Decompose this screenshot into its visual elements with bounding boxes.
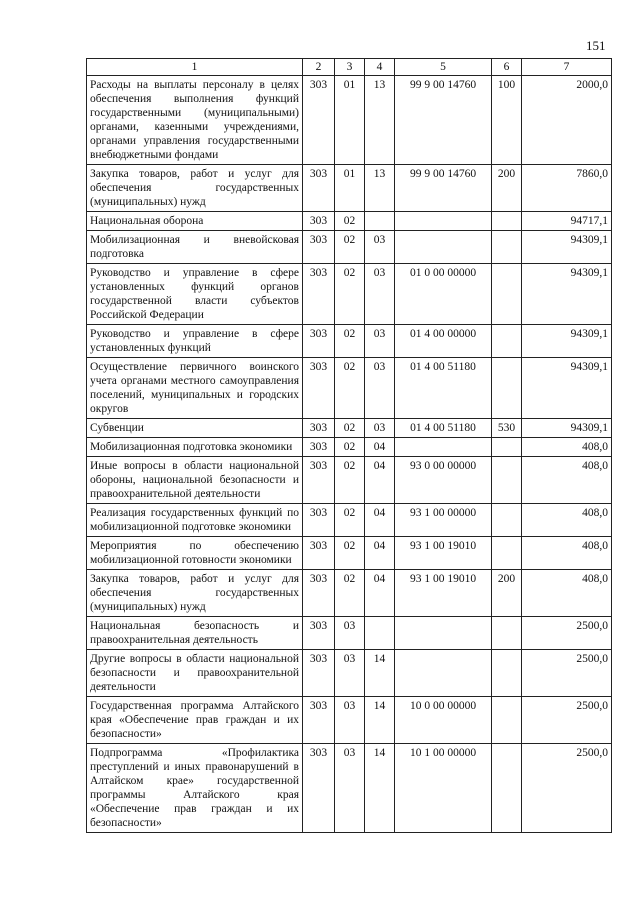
col-6-cell — [492, 438, 522, 457]
row-description: Иные вопросы в области национальной обороны, национальной безопасности и правоохранительной деятельности — [87, 457, 303, 504]
col-2-cell: 303 — [303, 419, 335, 438]
col-3-cell: 02 — [335, 438, 365, 457]
col-3-cell: 01 — [335, 76, 365, 165]
col-6-cell — [492, 358, 522, 419]
col-3-cell: 03 — [335, 650, 365, 697]
col-5-cell: 99 9 00 14760 — [395, 76, 492, 165]
col-2-cell: 303 — [303, 504, 335, 537]
header-cell: 3 — [335, 59, 365, 76]
row-description: Осуществление первичного воинского учета органами местного самоуправления поселений, муниципальных и городских округов — [87, 358, 303, 419]
col-4-cell: 03 — [365, 358, 395, 419]
table-row — [87, 537, 612, 570]
col-4-cell: 14 — [365, 650, 395, 697]
col-6-cell — [492, 537, 522, 570]
col-5-cell: 93 0 00 00000 — [395, 457, 492, 504]
col-3-cell: 02 — [335, 457, 365, 504]
row-description: Мобилизационная подготовка экономики — [87, 438, 303, 457]
table-body — [87, 76, 612, 833]
col-7-cell: 408,0 — [522, 537, 612, 570]
header-row — [87, 59, 612, 76]
table-row — [87, 650, 612, 697]
row-description: Реализация государственных функций по мобилизационной подготовке экономики — [87, 504, 303, 537]
col-2-cell: 303 — [303, 457, 335, 504]
col-4-cell: 04 — [365, 438, 395, 457]
col-4-cell: 13 — [365, 165, 395, 212]
col-7-cell: 408,0 — [522, 457, 612, 504]
col-4-cell — [365, 617, 395, 650]
row-description: Другие вопросы в области национальной безопасности и правоохранительной деятельности — [87, 650, 303, 697]
col-4-cell: 04 — [365, 537, 395, 570]
table-row — [87, 697, 612, 744]
col-5-cell: 01 4 00 00000 — [395, 325, 492, 358]
col-3-cell: 02 — [335, 264, 365, 325]
budget-table — [86, 58, 612, 833]
col-5-cell — [395, 212, 492, 231]
row-description: Закупка товаров, работ и услуг для обеспечения государственных (муниципальных) нужд — [87, 165, 303, 212]
table-row — [87, 570, 612, 617]
col-5-cell: 01 4 00 51180 — [395, 419, 492, 438]
table-row — [87, 358, 612, 419]
col-4-cell: 04 — [365, 504, 395, 537]
table-row — [87, 744, 612, 833]
col-7-cell: 94309,1 — [522, 419, 612, 438]
col-6-cell: 530 — [492, 419, 522, 438]
row-description: Мобилизационная и вневойсковая подготовка — [87, 231, 303, 264]
col-6-cell — [492, 264, 522, 325]
col-4-cell: 04 — [365, 457, 395, 504]
col-3-cell: 02 — [335, 325, 365, 358]
col-3-cell: 02 — [335, 419, 365, 438]
col-2-cell: 303 — [303, 264, 335, 325]
col-7-cell: 2500,0 — [522, 744, 612, 833]
col-3-cell: 02 — [335, 358, 365, 419]
col-2-cell: 303 — [303, 438, 335, 457]
col-2-cell: 303 — [303, 570, 335, 617]
col-7-cell: 94309,1 — [522, 325, 612, 358]
col-3-cell: 01 — [335, 165, 365, 212]
col-3-cell: 02 — [335, 537, 365, 570]
table-row — [87, 617, 612, 650]
col-4-cell: 03 — [365, 325, 395, 358]
col-4-cell: 03 — [365, 231, 395, 264]
col-6-cell: 200 — [492, 165, 522, 212]
table-row — [87, 325, 612, 358]
header-cell: 6 — [492, 59, 522, 76]
row-description: Мероприятия по обеспечению мобилизационной готовности экономики — [87, 537, 303, 570]
col-7-cell: 94309,1 — [522, 358, 612, 419]
col-6-cell — [492, 504, 522, 537]
col-5-cell — [395, 617, 492, 650]
col-6-cell — [492, 457, 522, 504]
row-description: Закупка товаров, работ и услуг для обеспечения государственных (муниципальных) нужд — [87, 570, 303, 617]
col-7-cell: 2500,0 — [522, 697, 612, 744]
col-7-cell: 7860,0 — [522, 165, 612, 212]
col-2-cell: 303 — [303, 212, 335, 231]
col-3-cell: 03 — [335, 617, 365, 650]
col-7-cell: 94309,1 — [522, 264, 612, 325]
table-row — [87, 457, 612, 504]
col-4-cell: 04 — [365, 570, 395, 617]
col-6-cell — [492, 617, 522, 650]
col-4-cell: 03 — [365, 419, 395, 438]
table-row — [87, 165, 612, 212]
col-6-cell — [492, 325, 522, 358]
col-5-cell: 93 1 00 19010 — [395, 537, 492, 570]
table-row — [87, 212, 612, 231]
col-5-cell — [395, 231, 492, 264]
col-2-cell: 303 — [303, 231, 335, 264]
col-7-cell: 408,0 — [522, 504, 612, 537]
header-cell: 1 — [87, 59, 303, 76]
header-cell: 5 — [395, 59, 492, 76]
col-7-cell: 408,0 — [522, 570, 612, 617]
col-5-cell: 93 1 00 00000 — [395, 504, 492, 537]
col-6-cell: 200 — [492, 570, 522, 617]
col-2-cell: 303 — [303, 744, 335, 833]
col-5-cell: 01 0 00 00000 — [395, 264, 492, 325]
col-6-cell — [492, 231, 522, 264]
col-2-cell: 303 — [303, 617, 335, 650]
col-2-cell: 303 — [303, 697, 335, 744]
col-3-cell: 02 — [335, 212, 365, 231]
col-2-cell: 303 — [303, 165, 335, 212]
col-3-cell: 03 — [335, 744, 365, 833]
col-7-cell: 2500,0 — [522, 617, 612, 650]
row-description: Национальная безопасность и правоохранительная деятельность — [87, 617, 303, 650]
col-6-cell — [492, 650, 522, 697]
col-2-cell: 303 — [303, 76, 335, 165]
col-4-cell: 14 — [365, 744, 395, 833]
row-description: Национальная оборона — [87, 212, 303, 231]
col-5-cell — [395, 438, 492, 457]
col-6-cell — [492, 212, 522, 231]
col-5-cell: 10 0 00 00000 — [395, 697, 492, 744]
row-description: Субвенции — [87, 419, 303, 438]
table-row — [87, 504, 612, 537]
col-3-cell: 03 — [335, 697, 365, 744]
table-row — [87, 231, 612, 264]
col-2-cell: 303 — [303, 537, 335, 570]
col-2-cell: 303 — [303, 325, 335, 358]
col-2-cell: 303 — [303, 358, 335, 419]
col-7-cell: 2500,0 — [522, 650, 612, 697]
header-cell: 2 — [303, 59, 335, 76]
page-number: 151 — [586, 38, 606, 53]
header-cell: 4 — [365, 59, 395, 76]
row-description: Расходы на выплаты персоналу в целях обеспечения выполнения функций государственными (муниципальными) органами, казенными учреждениями, органами управления государственными внебюджетными фондами — [87, 76, 303, 165]
row-description: Руководство и управление в сфере установленных функций органов государственной власти субъектов Российской Федерации — [87, 264, 303, 325]
col-3-cell: 02 — [335, 570, 365, 617]
col-5-cell: 99 9 00 14760 — [395, 165, 492, 212]
col-4-cell: 13 — [365, 76, 395, 165]
row-description: Руководство и управление в сфере установленных функций — [87, 325, 303, 358]
col-7-cell: 94717,1 — [522, 212, 612, 231]
col-4-cell: 03 — [365, 264, 395, 325]
table-row — [87, 419, 612, 438]
row-description: Подпрограмма «Профилактика преступлений и иных правонарушений в Алтайском крае» государственной программы Алтайского края «Обеспечение прав граждан и их безопасности» — [87, 744, 303, 833]
col-6-cell — [492, 697, 522, 744]
col-7-cell: 94309,1 — [522, 231, 612, 264]
col-5-cell — [395, 650, 492, 697]
table-row — [87, 264, 612, 325]
col-3-cell: 02 — [335, 231, 365, 264]
col-4-cell — [365, 212, 395, 231]
table-row — [87, 438, 612, 457]
header-cell: 7 — [522, 59, 612, 76]
col-7-cell: 2000,0 — [522, 76, 612, 165]
table-row — [87, 76, 612, 165]
col-7-cell: 408,0 — [522, 438, 612, 457]
row-description: Государственная программа Алтайского края «Обеспечение прав граждан и их безопасности» — [87, 697, 303, 744]
col-6-cell: 100 — [492, 76, 522, 165]
col-2-cell: 303 — [303, 650, 335, 697]
col-5-cell: 93 1 00 19010 — [395, 570, 492, 617]
col-6-cell — [492, 744, 522, 833]
col-4-cell: 14 — [365, 697, 395, 744]
col-5-cell: 01 4 00 51180 — [395, 358, 492, 419]
col-5-cell: 10 1 00 00000 — [395, 744, 492, 833]
col-3-cell: 02 — [335, 504, 365, 537]
